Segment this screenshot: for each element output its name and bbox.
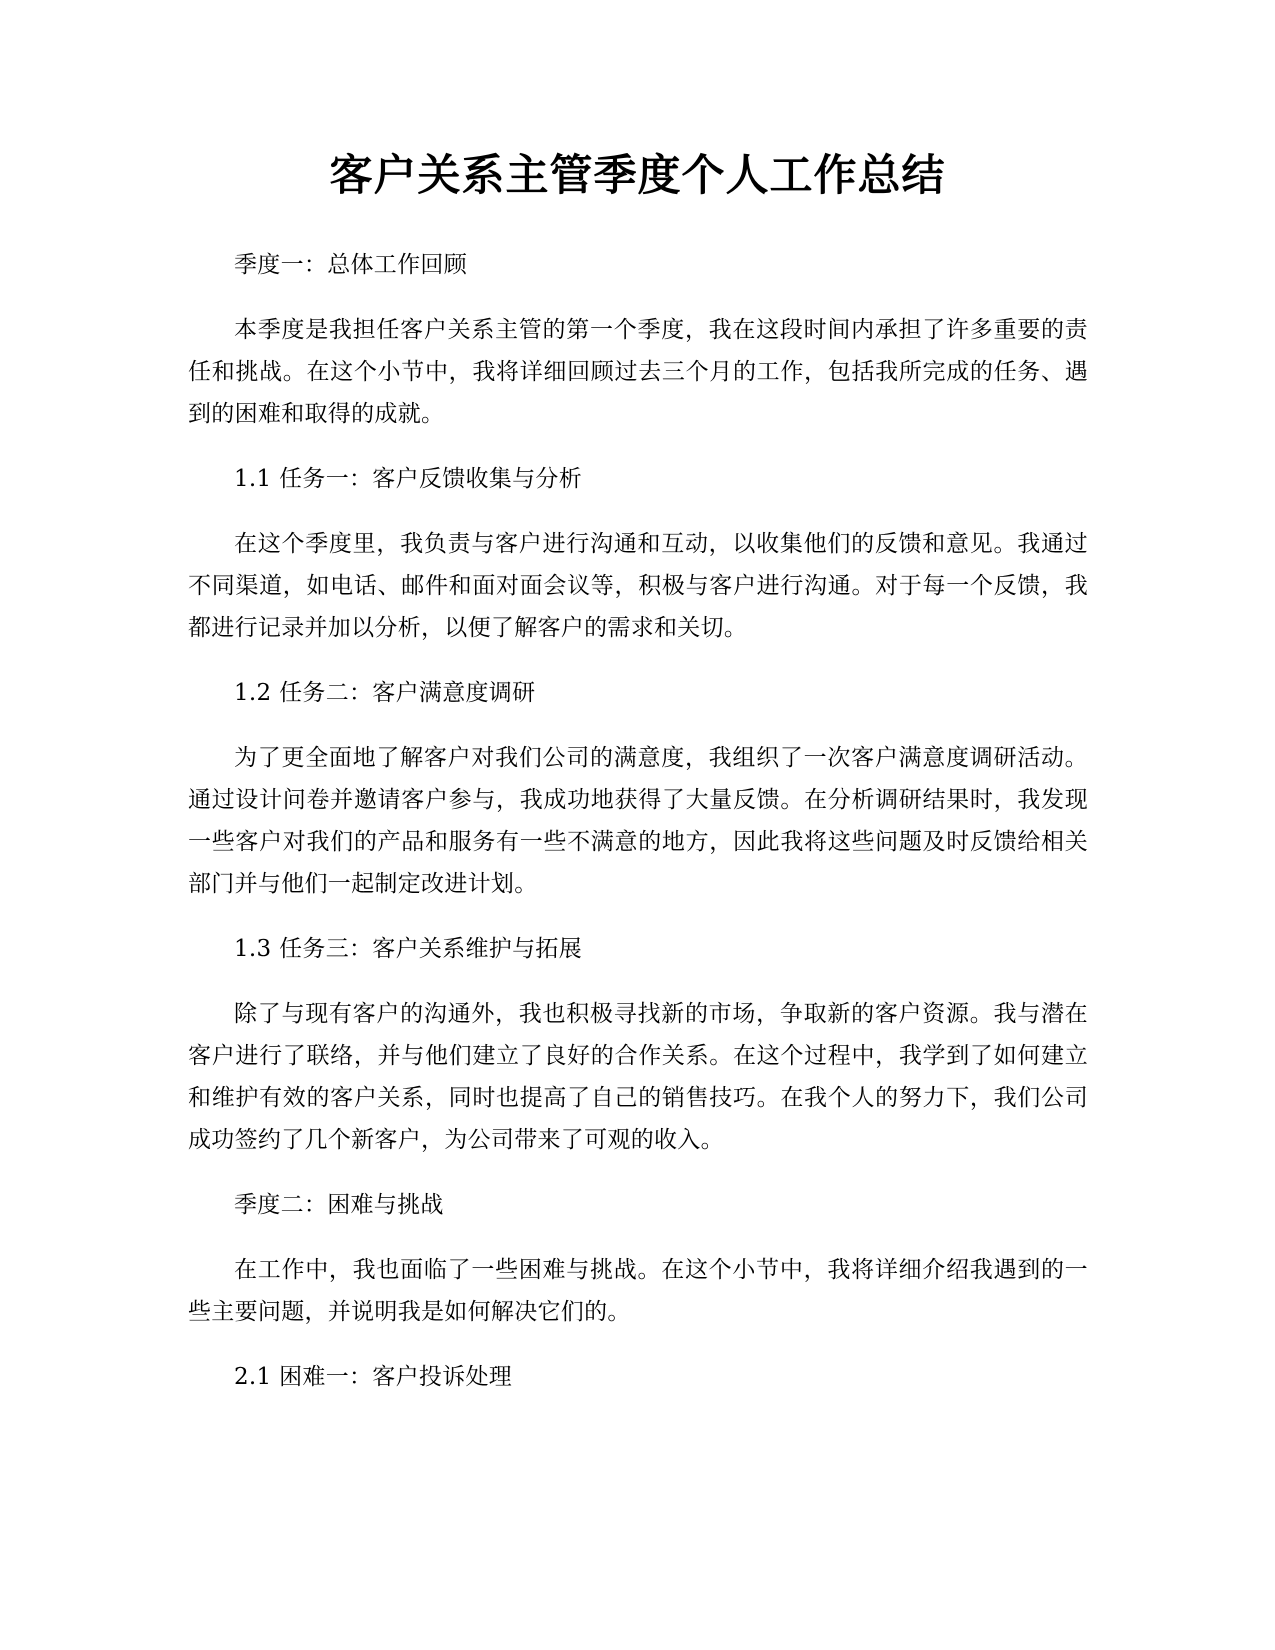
document-title: 客户关系主管季度个人工作总结: [329, 151, 946, 201]
section-heading-1-3: 1.3 任务三：客户关系维护与拓展: [234, 936, 582, 962]
spacer: [188, 1161, 1088, 1184]
spacer: [188, 1226, 1088, 1249]
paragraph-overview: 本季度是我担任客户关系主管的第一个季度，我在这段时间内承担了许多重要的责任和挑战。在这个小节中，我将详细回顾过去三个月的工作，包括我所完成的任务、遇到的困难和取得的成就。: [188, 317, 1088, 427]
spacer: [188, 435, 1088, 458]
paragraph-feedback: 在这个季度里，我负责与客户进行沟通和互动，以收集他们的反馈和意见。我通过不同渠道，如电话、邮件和面对面会议等，积极与客户进行沟通。对于每一个反馈，我都进行记录并加以分析，以便了解客户的需求和关切。: [188, 531, 1088, 641]
spacer: [188, 286, 1088, 309]
section-heading-2-1: 2.1 困难一：客户投诉处理: [234, 1364, 513, 1390]
paragraph-challenges: 在工作中，我也面临了一些困难与挑战。在这个小节中，我将详细介绍我遇到的一些主要问题，并说明我是如何解决它们的。: [188, 1257, 1088, 1325]
paragraph-satisfaction: 为了更全面地了解客户对我们公司的满意度，我组织了一次客户满意度调研活动。通过设计问卷并邀请客户参与，我成功地获得了大量反馈。在分析调研结果时，我发现一些客户对我们的产品和服务有一些不满意的地方，因此我将这些问题及时反馈给相关部门并与他们一起制定改进计划。: [188, 745, 1088, 897]
document-body: [188, 244, 1088, 1398]
spacer: [188, 714, 1088, 737]
section-heading-1-2: 1.2 任务二：客户满意度调研: [234, 680, 536, 706]
section-heading-quarter-one: 季度一：总体工作回顾: [234, 252, 467, 278]
section-heading-quarter-two: 季度二：困难与挑战: [234, 1192, 444, 1218]
section-heading-1-1: 1.1 任务一：客户反馈收集与分析: [234, 466, 582, 492]
spacer: [188, 500, 1088, 523]
spacer: [188, 970, 1088, 993]
spacer: [188, 1333, 1088, 1356]
spacer: [188, 905, 1088, 928]
spacer: [188, 649, 1088, 672]
paragraph-relationship: 除了与现有客户的沟通外，我也积极寻找新的市场，争取新的客户资源。我与潜在客户进行了联络，并与他们建立了良好的合作关系。在这个过程中，我学到了如何建立和维护有效的客户关系，同时也提高了自己的销售技巧。在我个人的努力下，我们公司成功签约了几个新客户，为公司带来了可观的收入。: [188, 1001, 1088, 1153]
